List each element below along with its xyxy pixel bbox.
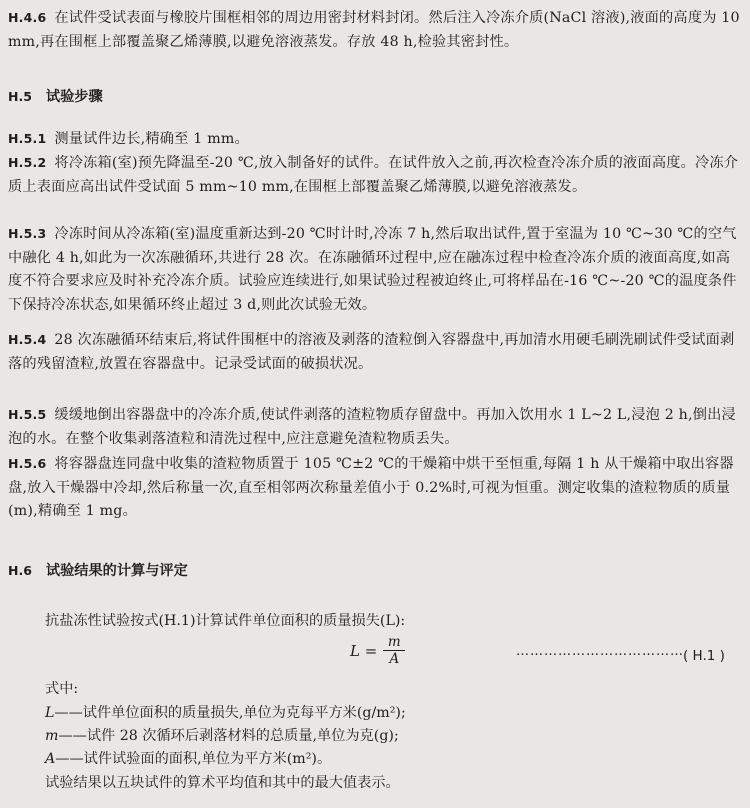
definition-symbol: L [45, 705, 55, 721]
clause-h5-1 [8, 127, 740, 152]
clause-text: 冷冻时间从冷冻箱(室)温度重新达到-20 ℃时计时,冷冻 7 h,然后取出试件,置于室温为 10 ℃~30 ℃的空气中融化 4 h,如此为一次冻融循环,共进行 28 次。在冻融循环过程中,应在融冻过程中检查冷冻介质的液面高度,如高度不符合要求应及时补充冷冻介质。试验应连续进行,如果试验过程被迫终止,可将样品在-16 ℃~-20 ℃的温度条件下保持冷冻状态,如果循环终止超过 3 d,则此次试验无效。 [8, 226, 737, 313]
clause-text: 测量试件边长,精确至 1 mm。 [54, 131, 249, 147]
clause-text: 在试件受试表面与橡胶片围框相邻的周边用密封材料封闭。然后注入冷冻介质(NaCl 溶液),液面的高度为 10 mm,再在围框上部覆盖聚乙烯薄膜,以避免溶液蒸发。存放 48 h,检验其密封性。 [8, 10, 740, 50]
definition-L [45, 702, 406, 725]
section-title: 试验结果的计算与评定 [45, 563, 188, 579]
clause-number: H.5.3 [8, 226, 47, 241]
clause-number: H.5.6 [8, 456, 47, 471]
definition-text: ——试件试验面的面积,单位为平方米(m²)。 [55, 751, 332, 767]
clause-text: 将容器盘连同盘中收集的渣粒物质置于 105 ℃±2 ℃的干燥箱中烘干至恒重,每隔 1 h 从干燥箱中取出容器盘,放入干燥器中冷却,然后称量一次,直至相邻两次称量差值小于 0.2%时,可视为恒重。测定收集的渣粒物质的质量(m),精确至 1 mg。 [8, 456, 734, 519]
clause-h5-4 [8, 328, 740, 376]
section-number: H.5 [8, 89, 32, 104]
clause-h5-5 [8, 403, 740, 451]
equation-number: ( H.1 ) [683, 648, 725, 664]
clause-h5-2 [8, 151, 740, 199]
clause-h5-3 [8, 222, 740, 317]
clause-number: H.5.1 [8, 131, 47, 146]
formula-lhs: L = [350, 641, 378, 660]
clause-number: H.5.2 [8, 155, 47, 170]
formula-leader-dots: ……………………………… [516, 644, 684, 659]
section-number: H.6 [8, 563, 32, 578]
definition-text: ——试件单位面积的质量损失,单位为克每平方米(g/m²); [54, 705, 406, 721]
result-statement: 试验结果以五块试件的算术平均值和其中的最大值表示。 [45, 775, 400, 791]
clause-number: H.5.4 [8, 332, 47, 347]
formula-numerator: m [387, 634, 401, 650]
formula-h1 [350, 634, 405, 667]
formula-intro: 抗盐冻性试验按式(H.1)计算试件单位面积的质量损失(L): [45, 613, 406, 629]
clause-number: H.5.5 [8, 407, 47, 422]
clause-text: 缓缓地倒出容器盘中的冷冻介质,使试件剥落的渣粒物质存留盘中。再加入饮用水 1 L~2 L,浸泡 2 h,倒出浸泡的水。在整个收集剥落渣粒和清洗过程中,应注意避免渣粒物质丢失。 [8, 407, 736, 447]
definition-m [45, 725, 399, 748]
clause-text: 将冷冻箱(室)预先降温至-20 ℃,放入制备好的试件。在试件放入之前,再次检查冷冻介质的液面高度。冷冻介质上表面应高出试件受试面 5 mm~10 mm,在围框上部覆盖聚乙烯薄膜,以避免溶液蒸发。 [8, 155, 739, 195]
formula-denominator: A [389, 651, 400, 667]
clause-h5-6 [8, 452, 740, 524]
section-heading-h6 [8, 560, 188, 580]
clause-h4-6 [8, 6, 740, 54]
clause-number: H.4.6 [8, 10, 47, 25]
formula-fraction [383, 634, 405, 667]
definition-text: ——试件 28 次循环后剥落材料的总质量,单位为克(g); [58, 728, 399, 744]
where-label: 式中: [45, 681, 79, 697]
definition-A [45, 748, 331, 771]
section-heading-h5 [8, 86, 103, 106]
definition-symbol: A [45, 751, 56, 767]
definition-symbol: m [45, 728, 59, 744]
clause-text: 28 次冻融循环结束后,将试件围框中的溶液及剥落的渣粒倒入容器盘中,再加清水用硬毛刷洗刷试件受试面剥落的残留渣粒,放置在容器盘中。记录受试面的破损状况。 [8, 332, 735, 372]
section-title: 试验步骤 [45, 89, 103, 105]
